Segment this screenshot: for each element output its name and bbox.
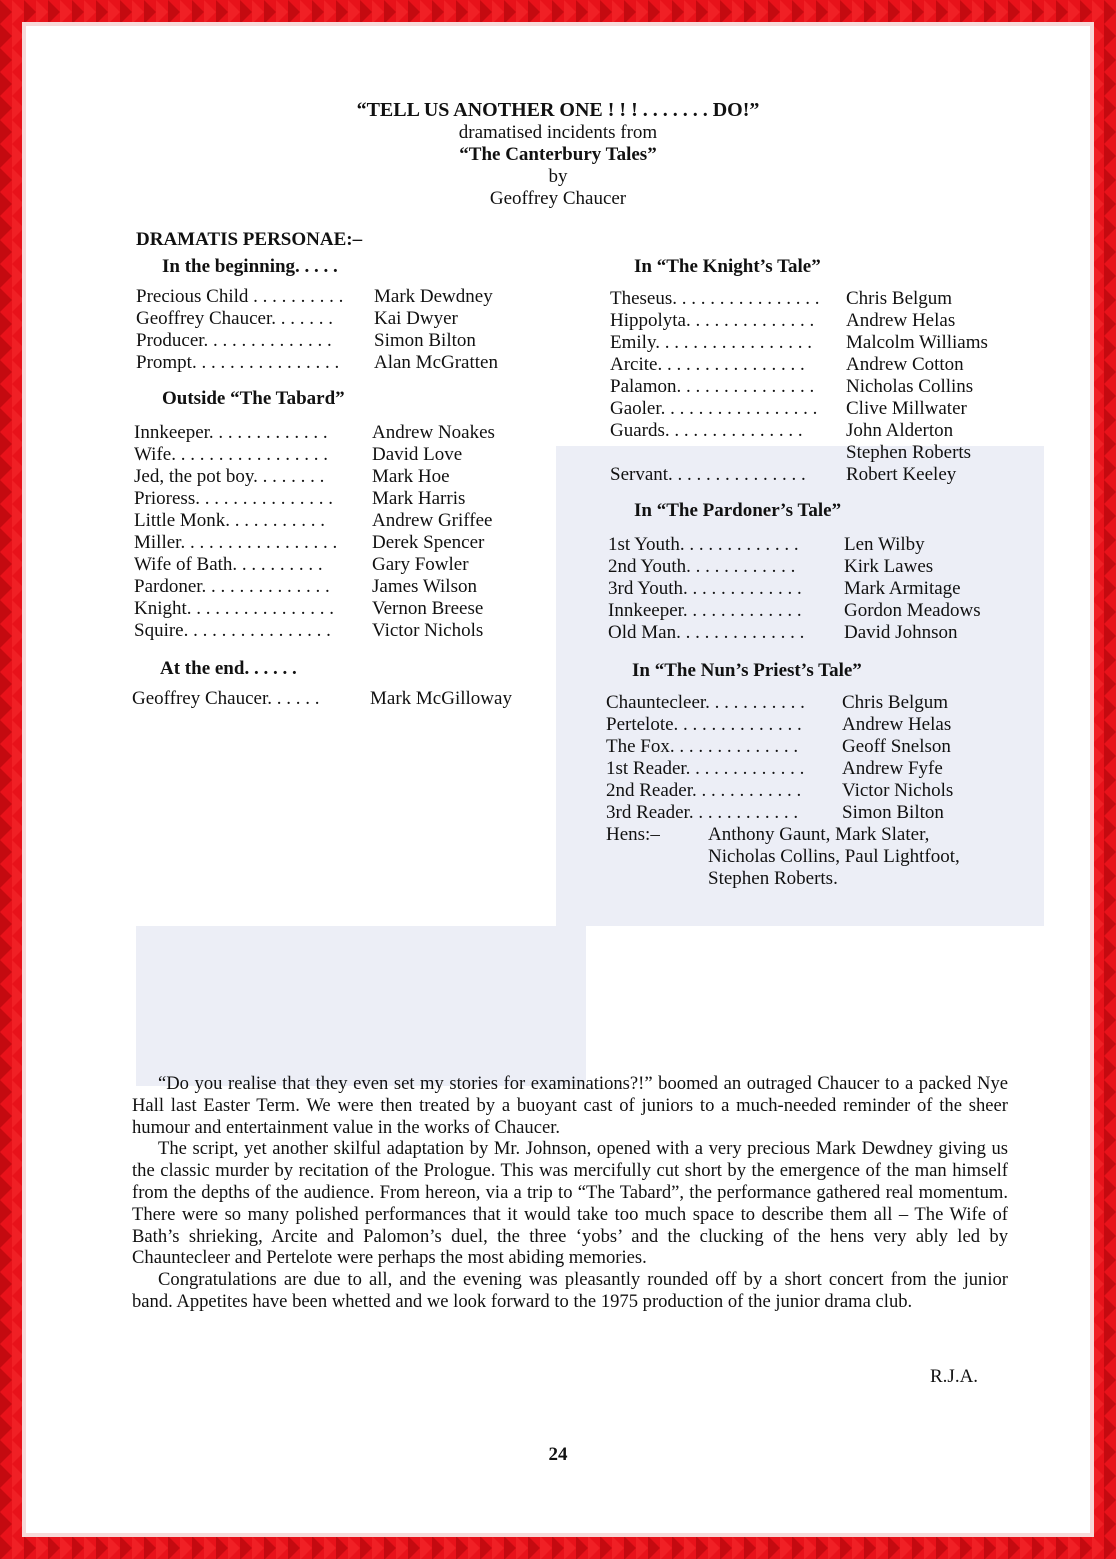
cast-role: Innkeeper. . . . . . . . . . . . .: [608, 600, 802, 621]
play-title: “TELL US ANOTHER ONE ! ! ! . . . . . . . DO!”: [356, 99, 760, 121]
cast-actor: Andrew Fyfe: [842, 758, 943, 779]
cast-role: Producer. . . . . . . . . . . . . .: [136, 330, 332, 351]
cast-role: Palamon. . . . . . . . . . . . . . .: [610, 376, 815, 397]
cast-actor: Nicholas Collins: [846, 376, 974, 397]
cast-actor: Mark Hoe: [372, 466, 450, 487]
cast-actor: Andrew Griffee: [372, 510, 493, 531]
cast-actor: Gary Fowler: [372, 554, 469, 575]
cast-role: Geoffrey Chaucer. . . . . . .: [136, 308, 333, 329]
review-paragraph: “Do you realise that they even set my stories for examinations?!” boomed an outraged Chaucer to a packed Nye Hall last Easter Term. We were then treated by a buoyant cast of juniors to a much-needed reminder of the sheer humour and entertainment value in the works of Chaucer.: [132, 1073, 1008, 1138]
cast-role: Jed, the pot boy. . . . . . . .: [134, 466, 325, 487]
page-number: 24: [548, 1444, 568, 1465]
cast-role: Innkeeper. . . . . . . . . . . . .: [134, 422, 328, 443]
section-heading-tabard: Outside “The Tabard”: [162, 388, 345, 409]
cast-role: Squire. . . . . . . . . . . . . . . .: [134, 620, 331, 641]
cast-actor: Chris Belgum: [846, 288, 953, 309]
section-heading-pardoner: In “The Pardoner’s Tale”: [634, 500, 842, 521]
cast-actor: David Johnson: [844, 622, 958, 643]
hens-cast-line: Nicholas Collins, Paul Lightfoot,: [708, 846, 960, 867]
cast-actor: Kai Dwyer: [374, 308, 458, 329]
cast-actor: Simon Bilton: [374, 330, 476, 351]
cast-actor: Geoff Snelson: [842, 736, 951, 757]
cast-actor: James Wilson: [372, 576, 477, 597]
hens-label: Hens:–: [606, 824, 660, 845]
section-heading-end: At the end. . . . . .: [160, 658, 297, 679]
cast-role: Knight. . . . . . . . . . . . . . . .: [134, 598, 335, 619]
cast-role: Servant. . . . . . . . . . . . . . .: [610, 464, 806, 485]
cast-actor: David Love: [372, 444, 463, 465]
cast-role: Theseus. . . . . . . . . . . . . . . .: [610, 288, 820, 309]
cast-role: The Fox. . . . . . . . . . . . . .: [606, 736, 799, 757]
cast-actor: Victor Nichols: [842, 780, 954, 801]
cast-role: Geoffrey Chaucer. . . . . .: [132, 688, 320, 709]
cast-actor: Andrew Noakes: [372, 422, 495, 443]
cast-role: Hippolyta. . . . . . . . . . . . . .: [610, 310, 815, 331]
cast-role: Precious Child . . . . . . . . . .: [136, 286, 344, 307]
cast-actor: Andrew Helas: [846, 310, 956, 331]
cast-role: Old Man. . . . . . . . . . . . . .: [608, 622, 805, 643]
cast-role: Prioress. . . . . . . . . . . . . . .: [134, 488, 333, 509]
cast-actor: Robert Keeley: [846, 464, 957, 485]
section-heading-nun: In “The Nun’s Priest’s Tale”: [632, 660, 862, 681]
cast-role: Wife of Bath. . . . . . . . . .: [134, 554, 323, 575]
cast-role: Pertelote. . . . . . . . . . . . . .: [606, 714, 802, 735]
cast-role: Prompt. . . . . . . . . . . . . . . .: [136, 352, 340, 373]
cast-actor: Andrew Helas: [842, 714, 952, 735]
cast-actor: Andrew Cotton: [846, 354, 964, 375]
cast-role: Wife. . . . . . . . . . . . . . . . .: [134, 444, 328, 465]
hens-cast-line: Stephen Roberts.: [708, 868, 838, 889]
cast-actor: Mark Armitage: [844, 578, 961, 599]
cast-actor: Alan McGratten: [374, 352, 498, 373]
cast-role: 1st Youth. . . . . . . . . . . . .: [608, 534, 799, 555]
cast-role: Miller. . . . . . . . . . . . . . . . .: [134, 532, 338, 553]
cast-role: 1st Reader. . . . . . . . . . . . .: [606, 758, 805, 779]
cast-actor: Kirk Lawes: [844, 556, 934, 577]
cast-role: Little Monk. . . . . . . . . . .: [134, 510, 326, 531]
cast-actor: Simon Bilton: [842, 802, 944, 823]
cast-actor: Derek Spencer: [372, 532, 485, 553]
source-work: “The Canterbury Tales”: [459, 144, 657, 165]
cast-actor: Len Wilby: [844, 534, 925, 555]
cast-actor: Victor Nichols: [372, 620, 484, 641]
cast-role: 2nd Reader. . . . . . . . . . . .: [606, 780, 802, 801]
cast-actor: Mark Harris: [372, 488, 466, 509]
review-text: [132, 1073, 1008, 1313]
cast-actor: Stephen Roberts: [846, 442, 972, 463]
cast-role: 3rd Reader. . . . . . . . . . . .: [606, 802, 799, 823]
cast-role: Emily. . . . . . . . . . . . . . . . .: [610, 332, 812, 353]
cast-actor: Clive Millwater: [846, 398, 967, 419]
cast-role: 2nd Youth. . . . . . . . . . . .: [608, 556, 796, 577]
cast-actor: Malcolm Williams: [846, 332, 988, 353]
author-name: Geoffrey Chaucer: [489, 188, 627, 209]
cast-role: 3rd Youth. . . . . . . . . . . . .: [608, 578, 802, 599]
cast-actor: Vernon Breese: [372, 598, 484, 619]
cast-actor: Chris Belgum: [842, 692, 949, 713]
cast-role: Pardoner. . . . . . . . . . . . . .: [134, 576, 330, 597]
cast-role: Chauntecleer. . . . . . . . . . .: [606, 692, 805, 713]
cast-role: Guards. . . . . . . . . . . . . . .: [610, 420, 803, 441]
section-heading-knight: In “The Knight’s Tale”: [634, 256, 821, 277]
cast-actor: John Alderton: [846, 420, 954, 441]
play-subtitle: dramatised incidents from: [458, 122, 658, 143]
cast-role: Arcite. . . . . . . . . . . . . . . .: [610, 354, 805, 375]
review-signature: R.J.A.: [930, 1366, 979, 1387]
hens-cast-line: Anthony Gaunt, Mark Slater,: [708, 824, 930, 845]
show-through-shade: [136, 926, 586, 1086]
cast-actor: Gordon Meadows: [844, 600, 981, 621]
dramatis-personae-heading: DRAMATIS PERSONAE:–: [136, 229, 363, 250]
cast-actor: Mark McGilloway: [370, 688, 512, 709]
section-heading-beginning: In the beginning. . . . .: [162, 256, 338, 277]
programme-page: [26, 26, 1090, 1533]
review-paragraph: The script, yet another skilful adaptation by Mr. Johnson, opened with a very precious Mark Dewdney giving us the classic murder by recitation of the Prologue. This was mercifully cut short by the emergence of the man himself from the depths of the audience. From hereon, via a trip to “The Tabard”, the performance gathered real momentum. There were so many polished performances that it would take too much space to describe them all – The Wife of Bath’s shrieking, Arcite and Palomon’s duel, the three ‘yobs’ and the clucking of the hens very ably led by Chauntecleer and Pertelote were perhaps the most abiding memories.: [132, 1138, 1008, 1269]
review-paragraph: Congratulations are due to all, and the evening was pleasantly rounded off by a short concert from the junior band. Appetites have been whetted and we look forward to the 1975 production of the junior drama club.: [132, 1269, 1008, 1312]
by-line: by: [548, 166, 568, 187]
cast-role: Gaoler. . . . . . . . . . . . . . . . .: [610, 398, 818, 419]
cast-actor: Mark Dewdney: [374, 286, 493, 307]
